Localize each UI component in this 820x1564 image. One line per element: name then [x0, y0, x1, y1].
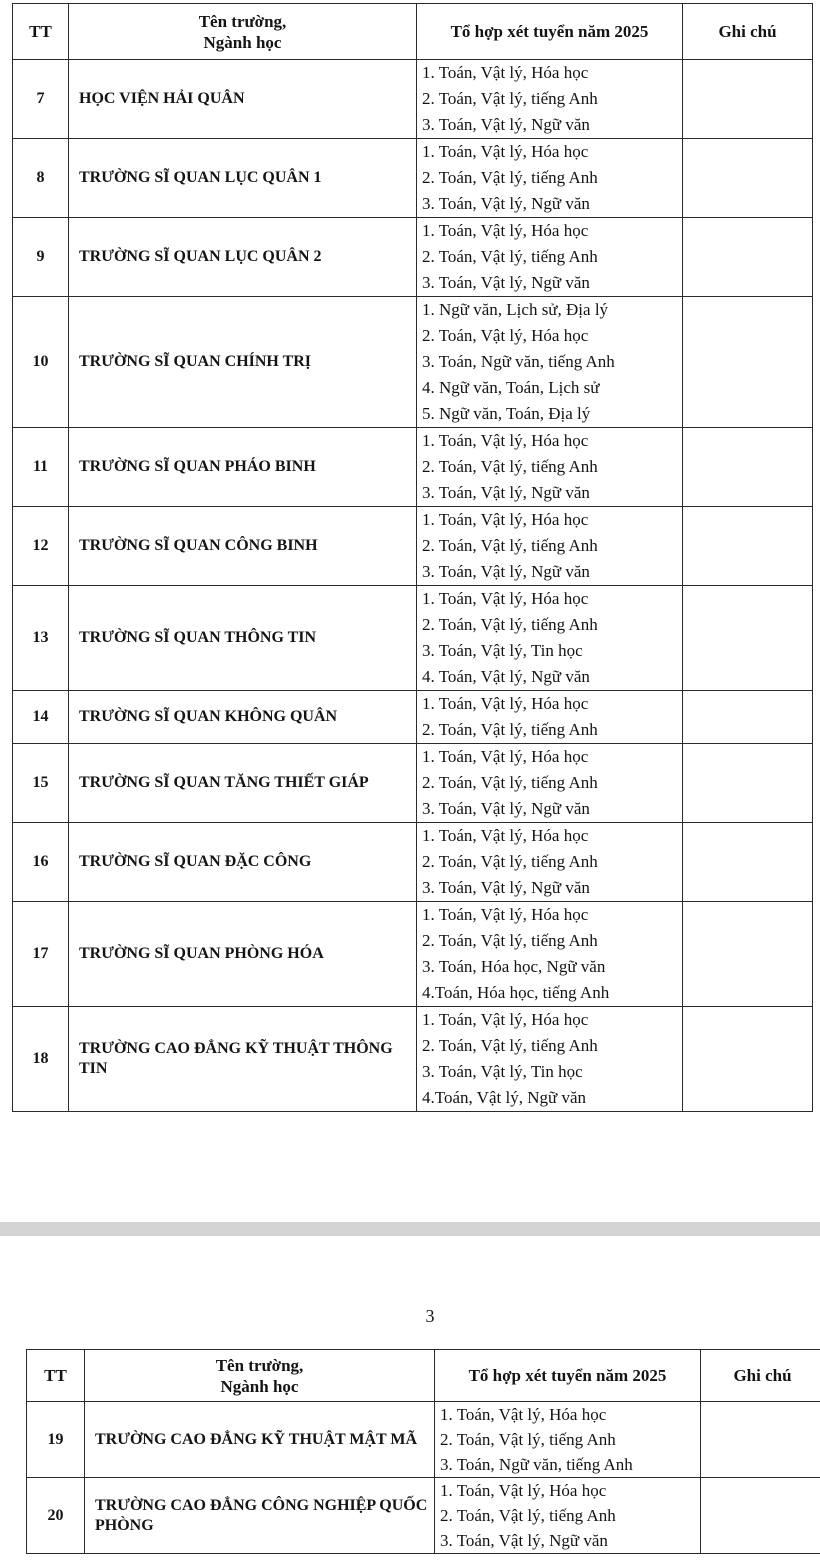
row-number: 15	[13, 744, 69, 823]
combination-item: 3. Toán, Vật lý, Ngữ văn	[422, 799, 590, 818]
table-header-row	[13, 4, 813, 60]
combination-item: 4.Toán, Vật lý, Ngữ văn	[422, 1088, 586, 1107]
note-cell	[683, 586, 813, 691]
combination-item: 1. Toán, Vật lý, Hóa học	[440, 1405, 607, 1424]
combination-list	[435, 1402, 701, 1478]
page-number: 3	[425, 1306, 435, 1326]
note-cell	[683, 139, 813, 218]
combination-item: 2. Toán, Vật lý, tiếng Anh	[422, 247, 598, 266]
note-cell	[683, 218, 813, 297]
table-row	[27, 1402, 820, 1478]
note-cell	[683, 902, 813, 1007]
school-name: TRƯỜNG SĨ QUAN PHÁO BINH	[69, 428, 417, 507]
combination-item: 4.Toán, Hóa học, tiếng Anh	[422, 983, 610, 1002]
combination-item: 3. Toán, Vật lý, Ngữ văn	[422, 273, 590, 292]
school-name: TRƯỜNG SĨ QUAN KHÔNG QUÂN	[69, 691, 417, 744]
table-row	[13, 428, 813, 507]
note-cell	[701, 1402, 820, 1478]
combination-item: 1. Ngữ văn, Lịch sử, Địa lý	[422, 300, 609, 319]
school-name: TRƯỜNG SĨ QUAN ĐẶC CÔNG	[69, 823, 417, 902]
combination-item: 1. Toán, Vật lý, Hóa học	[422, 589, 589, 608]
combination-item: 3. Toán, Vật lý, Ngữ văn	[422, 194, 590, 213]
combination-list	[417, 218, 683, 297]
row-number: 9	[13, 218, 69, 297]
row-number: 11	[13, 428, 69, 507]
row-number: 17	[13, 902, 69, 1007]
table-row	[13, 297, 813, 428]
combination-item: 3. Toán, Vật lý, Tin học	[422, 641, 583, 660]
combination-item: 3. Toán, Vật lý, Ngữ văn	[422, 878, 590, 897]
combination-item: 3. Toán, Vật lý, Ngữ văn	[440, 1531, 608, 1550]
header-combinations: Tổ hợp xét tuyển năm 2025	[435, 1350, 701, 1402]
combination-item: 2. Toán, Vật lý, tiếng Anh	[422, 852, 598, 871]
combination-item: 3. Toán, Vật lý, Ngữ văn	[422, 115, 590, 134]
combination-item: 2. Toán, Vật lý, tiếng Anh	[422, 773, 598, 792]
table-header-row	[27, 1350, 820, 1402]
table-row	[13, 744, 813, 823]
combination-item: 4. Toán, Vật lý, Ngữ văn	[422, 667, 590, 686]
combination-item: 1. Toán, Vật lý, Hóa học	[422, 142, 589, 161]
note-cell	[683, 507, 813, 586]
combination-item: 1. Toán, Vật lý, Hóa học	[422, 63, 589, 82]
school-name: TRƯỜNG SĨ QUAN CÔNG BINH	[69, 507, 417, 586]
table-row	[13, 691, 813, 744]
table-row	[13, 1007, 813, 1112]
header-note: Ghi chú	[683, 4, 813, 60]
combination-item: 2. Toán, Vật lý, tiếng Anh	[440, 1430, 616, 1449]
combination-item: 2. Toán, Vật lý, tiếng Anh	[422, 720, 598, 739]
note-cell	[683, 297, 813, 428]
table-row	[13, 902, 813, 1007]
combination-item: 1. Toán, Vật lý, Hóa học	[422, 431, 589, 450]
combination-item: 1. Toán, Vật lý, Hóa học	[422, 826, 589, 845]
combination-item: 3. Toán, Hóa học, Ngữ văn	[422, 957, 606, 976]
header-school-name-line2: Ngành học	[220, 1376, 299, 1396]
table-row	[13, 60, 813, 139]
row-number: 14	[13, 691, 69, 744]
header-tt: TT	[13, 4, 69, 60]
school-name: TRƯỜNG SĨ QUAN LỤC QUÂN 1	[69, 139, 417, 218]
page-separator	[0, 1222, 820, 1236]
table-body	[27, 1402, 820, 1554]
header-tt: TT	[27, 1350, 85, 1402]
combination-item: 3. Toán, Vật lý, Ngữ văn	[422, 562, 590, 581]
combination-list	[417, 744, 683, 823]
combination-item: 3. Toán, Ngữ văn, tiếng Anh	[440, 1455, 633, 1474]
table-row	[13, 586, 813, 691]
header-school-name-line2: Ngành học	[203, 32, 282, 52]
note-cell	[683, 428, 813, 507]
combination-list	[417, 139, 683, 218]
combination-item: 2. Toán, Vật lý, tiếng Anh	[440, 1506, 616, 1525]
note-cell	[683, 823, 813, 902]
table-row	[13, 139, 813, 218]
combination-list	[417, 507, 683, 586]
row-number: 12	[13, 507, 69, 586]
table-body	[13, 60, 813, 1112]
header-school-name	[69, 4, 417, 60]
combination-item: 1. Toán, Vật lý, Hóa học	[422, 694, 589, 713]
note-cell	[683, 744, 813, 823]
combination-list	[417, 691, 683, 744]
combination-list	[417, 902, 683, 1007]
combination-list	[435, 1478, 701, 1554]
combination-item: 1. Toán, Vật lý, Hóa học	[422, 905, 589, 924]
school-name: TRƯỜNG CAO ĐẲNG KỸ THUẬT MẬT MÃ	[85, 1402, 435, 1478]
combination-item: 2. Toán, Vật lý, tiếng Anh	[422, 536, 598, 555]
row-number: 13	[13, 586, 69, 691]
school-name: TRƯỜNG CAO ĐẲNG KỸ THUẬT THÔNG TIN	[69, 1007, 417, 1112]
school-name: TRƯỜNG CAO ĐẲNG CÔNG NGHIỆP QUỐC PHÒNG	[85, 1478, 435, 1554]
combination-item: 1. Toán, Vật lý, Hóa học	[440, 1481, 607, 1500]
combination-item: 5. Ngữ văn, Toán, Địa lý	[422, 404, 591, 423]
combination-item: 4. Ngữ văn, Toán, Lịch sử	[422, 378, 600, 397]
combination-list	[417, 297, 683, 428]
combination-item: 2. Toán, Vật lý, tiếng Anh	[422, 931, 598, 950]
note-cell	[683, 1007, 813, 1112]
school-name: TRƯỜNG SĨ QUAN CHÍNH TRỊ	[69, 297, 417, 428]
admission-table-page-3	[26, 1349, 820, 1554]
combination-item: 2. Toán, Vật lý, tiếng Anh	[422, 89, 598, 108]
row-number: 8	[13, 139, 69, 218]
admission-table-page-2	[12, 3, 813, 1112]
combination-item: 1. Toán, Vật lý, Hóa học	[422, 747, 589, 766]
combination-list	[417, 60, 683, 139]
table-row	[13, 507, 813, 586]
school-name: TRƯỜNG SĨ QUAN PHÒNG HÓA	[69, 902, 417, 1007]
row-number: 10	[13, 297, 69, 428]
combination-item: 2. Toán, Vật lý, Hóa học	[422, 326, 589, 345]
note-cell	[701, 1478, 820, 1554]
header-school-name-line1: Tên trường,	[215, 1355, 304, 1375]
row-number: 20	[27, 1478, 85, 1554]
header-note: Ghi chú	[701, 1350, 820, 1402]
row-number: 7	[13, 60, 69, 139]
header-school-name-line1: Tên trường,	[198, 11, 287, 31]
combination-list	[417, 1007, 683, 1112]
combination-item: 1. Toán, Vật lý, Hóa học	[422, 221, 589, 240]
combination-item: 3. Toán, Vật lý, Ngữ văn	[422, 483, 590, 502]
combination-item: 2. Toán, Vật lý, tiếng Anh	[422, 615, 598, 634]
school-name: TRƯỜNG SĨ QUAN THÔNG TIN	[69, 586, 417, 691]
combination-item: 1. Toán, Vật lý, Hóa học	[422, 1010, 589, 1029]
combination-item: 2. Toán, Vật lý, tiếng Anh	[422, 1036, 598, 1055]
combination-item: 2. Toán, Vật lý, tiếng Anh	[422, 457, 598, 476]
header-combinations: Tổ hợp xét tuyển năm 2025	[417, 4, 683, 60]
note-cell	[683, 60, 813, 139]
header-school-name	[85, 1350, 435, 1402]
row-number: 18	[13, 1007, 69, 1112]
table-row	[27, 1478, 820, 1554]
combination-list	[417, 823, 683, 902]
combination-list	[417, 428, 683, 507]
row-number: 16	[13, 823, 69, 902]
school-name: HỌC VIỆN HẢI QUÂN	[69, 60, 417, 139]
note-cell	[683, 691, 813, 744]
row-number: 19	[27, 1402, 85, 1478]
school-name: TRƯỜNG SĨ QUAN LỤC QUÂN 2	[69, 218, 417, 297]
school-name: TRƯỜNG SĨ QUAN TĂNG THIẾT GIÁP	[69, 744, 417, 823]
combination-item: 3. Toán, Ngữ văn, tiếng Anh	[422, 352, 615, 371]
combination-item: 1. Toán, Vật lý, Hóa học	[422, 510, 589, 529]
combination-list	[417, 586, 683, 691]
combination-item: 3. Toán, Vật lý, Tin học	[422, 1062, 583, 1081]
table-row	[13, 823, 813, 902]
table-row	[13, 218, 813, 297]
combination-item: 2. Toán, Vật lý, tiếng Anh	[422, 168, 598, 187]
